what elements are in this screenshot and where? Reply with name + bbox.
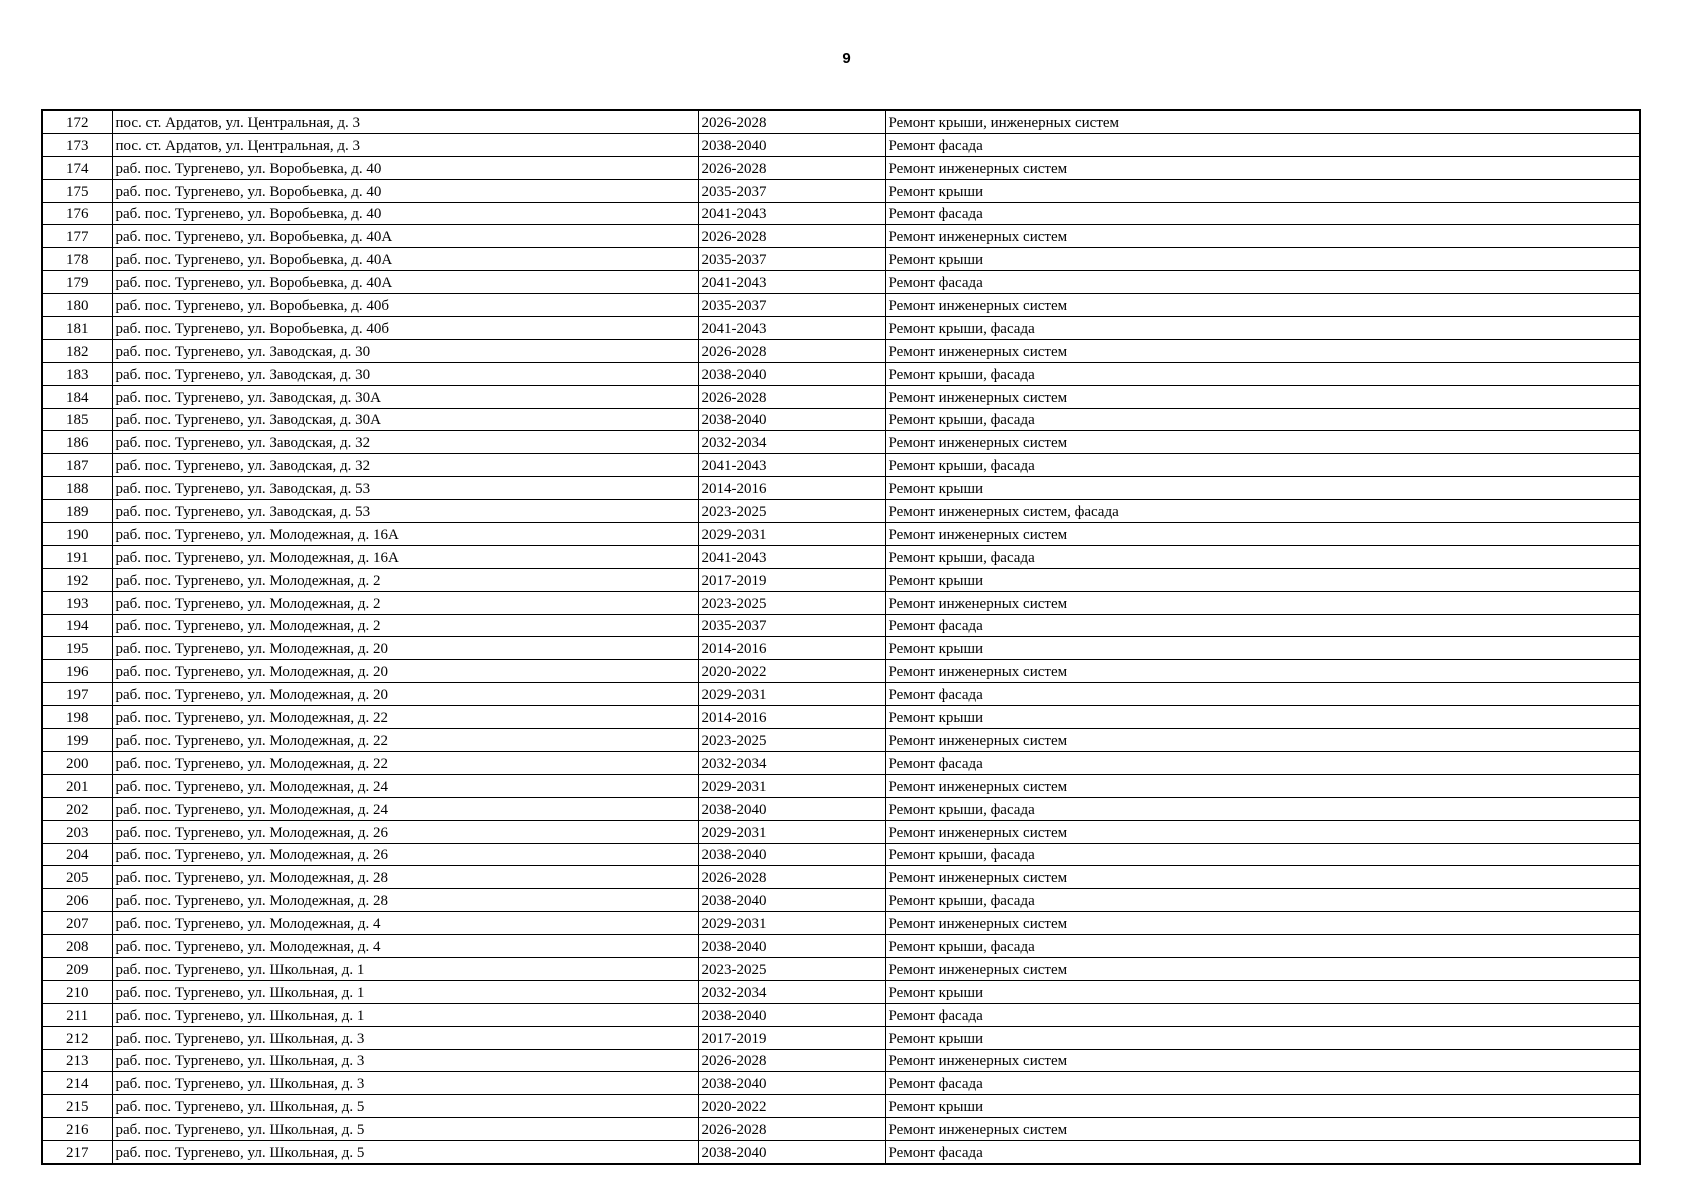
row-number-cell: 192	[42, 568, 112, 591]
period-cell: 2026-2028	[698, 1049, 885, 1072]
work-type-cell: Ремонт фасада	[885, 614, 1640, 637]
table-row	[42, 751, 1640, 774]
work-type-cell: Ремонт инженерных систем	[885, 820, 1640, 843]
address-cell: раб. пос. Тургенево, ул. Воробьевка, д. 40б	[112, 317, 698, 340]
period-cell: 2035-2037	[698, 294, 885, 317]
table-body	[42, 110, 1640, 1164]
address-cell: раб. пос. Тургенево, ул. Школьная, д. 3	[112, 1072, 698, 1095]
period-cell: 2020-2022	[698, 660, 885, 683]
table-row	[42, 110, 1640, 133]
period-cell: 2023-2025	[698, 500, 885, 523]
table-row	[42, 1118, 1640, 1141]
work-type-cell: Ремонт инженерных систем	[885, 912, 1640, 935]
address-cell: раб. пос. Тургенево, ул. Воробьевка, д. 40	[112, 156, 698, 179]
work-type-cell: Ремонт крыши	[885, 1026, 1640, 1049]
row-number-cell: 197	[42, 683, 112, 706]
address-cell: раб. пос. Тургенево, ул. Воробьевка, д. 40	[112, 179, 698, 202]
address-cell: раб. пос. Тургенево, ул. Воробьевка, д. 40А	[112, 271, 698, 294]
work-type-cell: Ремонт инженерных систем	[885, 774, 1640, 797]
row-number-cell: 194	[42, 614, 112, 637]
table-row	[42, 935, 1640, 958]
period-cell: 2041-2043	[698, 317, 885, 340]
period-cell: 2038-2040	[698, 935, 885, 958]
row-number-cell: 204	[42, 843, 112, 866]
work-type-cell: Ремонт фасада	[885, 133, 1640, 156]
table-row	[42, 317, 1640, 340]
address-cell: раб. пос. Тургенево, ул. Заводская, д. 30А	[112, 408, 698, 431]
period-cell: 2014-2016	[698, 477, 885, 500]
work-type-cell: Ремонт крыши, фасада	[885, 545, 1640, 568]
period-cell: 2038-2040	[698, 408, 885, 431]
table-row	[42, 843, 1640, 866]
address-cell: раб. пос. Тургенево, ул. Заводская, д. 32	[112, 431, 698, 454]
row-number-cell: 210	[42, 980, 112, 1003]
row-number-cell: 176	[42, 202, 112, 225]
row-number-cell: 174	[42, 156, 112, 179]
row-number-cell: 217	[42, 1141, 112, 1164]
period-cell: 2017-2019	[698, 568, 885, 591]
work-type-cell: Ремонт крыши, фасада	[885, 317, 1640, 340]
table-row	[42, 1049, 1640, 1072]
period-cell: 2014-2016	[698, 706, 885, 729]
table-row	[42, 1072, 1640, 1095]
row-number-cell: 203	[42, 820, 112, 843]
work-type-cell: Ремонт инженерных систем	[885, 225, 1640, 248]
address-cell: раб. пос. Тургенево, ул. Молодежная, д. 2	[112, 614, 698, 637]
period-cell: 2014-2016	[698, 637, 885, 660]
row-number-cell: 216	[42, 1118, 112, 1141]
period-cell: 2029-2031	[698, 523, 885, 546]
address-cell: раб. пос. Тургенево, ул. Заводская, д. 30	[112, 339, 698, 362]
period-cell: 2032-2034	[698, 980, 885, 1003]
address-cell: раб. пос. Тургенево, ул. Воробьевка, д. 40А	[112, 225, 698, 248]
period-cell: 2023-2025	[698, 591, 885, 614]
address-cell: раб. пос. Тургенево, ул. Воробьевка, д. 40б	[112, 294, 698, 317]
work-type-cell: Ремонт инженерных систем	[885, 523, 1640, 546]
address-cell: раб. пос. Тургенево, ул. Школьная, д. 5	[112, 1095, 698, 1118]
period-cell: 2026-2028	[698, 385, 885, 408]
row-number-cell: 181	[42, 317, 112, 340]
table-row	[42, 1026, 1640, 1049]
row-number-cell: 208	[42, 935, 112, 958]
period-cell: 2026-2028	[698, 866, 885, 889]
table-row	[42, 339, 1640, 362]
table-row	[42, 1095, 1640, 1118]
work-type-cell: Ремонт крыши	[885, 637, 1640, 660]
work-type-cell: Ремонт инженерных систем	[885, 385, 1640, 408]
period-cell: 2041-2043	[698, 454, 885, 477]
row-number-cell: 213	[42, 1049, 112, 1072]
row-number-cell: 183	[42, 362, 112, 385]
work-type-cell: Ремонт крыши	[885, 1095, 1640, 1118]
period-cell: 2038-2040	[698, 1003, 885, 1026]
work-type-cell: Ремонт крыши, фасада	[885, 362, 1640, 385]
address-cell: раб. пос. Тургенево, ул. Молодежная, д. 26	[112, 843, 698, 866]
address-cell: раб. пос. Тургенево, ул. Школьная, д. 1	[112, 980, 698, 1003]
period-cell: 2023-2025	[698, 957, 885, 980]
row-number-cell: 172	[42, 110, 112, 133]
row-number-cell: 209	[42, 957, 112, 980]
table-row	[42, 500, 1640, 523]
address-cell: раб. пос. Тургенево, ул. Заводская, д. 30	[112, 362, 698, 385]
row-number-cell: 206	[42, 889, 112, 912]
table-row	[42, 683, 1640, 706]
address-cell: раб. пос. Тургенево, ул. Молодежная, д. 28	[112, 889, 698, 912]
period-cell: 2041-2043	[698, 271, 885, 294]
row-number-cell: 200	[42, 751, 112, 774]
table-row	[42, 408, 1640, 431]
table-row	[42, 866, 1640, 889]
period-cell: 2035-2037	[698, 248, 885, 271]
row-number-cell: 182	[42, 339, 112, 362]
address-cell: раб. пос. Тургенево, ул. Школьная, д. 5	[112, 1118, 698, 1141]
row-number-cell: 186	[42, 431, 112, 454]
period-cell: 2038-2040	[698, 843, 885, 866]
table-row	[42, 980, 1640, 1003]
repair-schedule-table	[41, 109, 1641, 1165]
table-row	[42, 271, 1640, 294]
address-cell: раб. пос. Тургенево, ул. Заводская, д. 30А	[112, 385, 698, 408]
period-cell: 2029-2031	[698, 774, 885, 797]
row-number-cell: 177	[42, 225, 112, 248]
work-type-cell: Ремонт крыши	[885, 568, 1640, 591]
work-type-cell: Ремонт крыши, фасада	[885, 454, 1640, 477]
address-cell: раб. пос. Тургенево, ул. Заводская, д. 53	[112, 500, 698, 523]
period-cell: 2026-2028	[698, 225, 885, 248]
row-number-cell: 187	[42, 454, 112, 477]
table-row	[42, 797, 1640, 820]
period-cell: 2029-2031	[698, 683, 885, 706]
table-row	[42, 545, 1640, 568]
table-row	[42, 889, 1640, 912]
row-number-cell: 201	[42, 774, 112, 797]
address-cell: раб. пос. Тургенево, ул. Молодежная, д. 2	[112, 568, 698, 591]
work-type-cell: Ремонт инженерных систем	[885, 591, 1640, 614]
row-number-cell: 205	[42, 866, 112, 889]
address-cell: пос. ст. Ардатов, ул. Центральная, д. 3	[112, 110, 698, 133]
address-cell: пос. ст. Ардатов, ул. Центральная, д. 3	[112, 133, 698, 156]
address-cell: раб. пос. Тургенево, ул. Школьная, д. 1	[112, 957, 698, 980]
table-row	[42, 523, 1640, 546]
table-row	[42, 729, 1640, 752]
work-type-cell: Ремонт крыши, инженерных систем	[885, 110, 1640, 133]
address-cell: раб. пос. Тургенево, ул. Молодежная, д. 26	[112, 820, 698, 843]
row-number-cell: 175	[42, 179, 112, 202]
row-number-cell: 178	[42, 248, 112, 271]
row-number-cell: 179	[42, 271, 112, 294]
work-type-cell: Ремонт крыши	[885, 980, 1640, 1003]
work-type-cell: Ремонт инженерных систем	[885, 957, 1640, 980]
row-number-cell: 191	[42, 545, 112, 568]
row-number-cell: 212	[42, 1026, 112, 1049]
address-cell: раб. пос. Тургенево, ул. Воробьевка, д. 40А	[112, 248, 698, 271]
work-type-cell: Ремонт фасада	[885, 751, 1640, 774]
work-type-cell: Ремонт фасада	[885, 1003, 1640, 1026]
page-number: 9	[842, 50, 851, 67]
table-row	[42, 179, 1640, 202]
work-type-cell: Ремонт инженерных систем	[885, 729, 1640, 752]
address-cell: раб. пос. Тургенево, ул. Заводская, д. 32	[112, 454, 698, 477]
period-cell: 2029-2031	[698, 820, 885, 843]
work-type-cell: Ремонт инженерных систем	[885, 660, 1640, 683]
table-row	[42, 156, 1640, 179]
address-cell: раб. пос. Тургенево, ул. Школьная, д. 1	[112, 1003, 698, 1026]
table-row	[42, 294, 1640, 317]
address-cell: раб. пос. Тургенево, ул. Молодежная, д. 20	[112, 660, 698, 683]
period-cell: 2038-2040	[698, 1141, 885, 1164]
row-number-cell: 195	[42, 637, 112, 660]
work-type-cell: Ремонт фасада	[885, 1072, 1640, 1095]
row-number-cell: 202	[42, 797, 112, 820]
address-cell: раб. пос. Тургенево, ул. Молодежная, д. 16А	[112, 545, 698, 568]
work-type-cell: Ремонт инженерных систем	[885, 1049, 1640, 1072]
address-cell: раб. пос. Тургенево, ул. Заводская, д. 53	[112, 477, 698, 500]
table-row	[42, 431, 1640, 454]
table-row	[42, 614, 1640, 637]
address-cell: раб. пос. Тургенево, ул. Молодежная, д. 4	[112, 912, 698, 935]
address-cell: раб. пос. Тургенево, ул. Молодежная, д. 20	[112, 637, 698, 660]
row-number-cell: 173	[42, 133, 112, 156]
table-row	[42, 248, 1640, 271]
table-row	[42, 912, 1640, 935]
period-cell: 2032-2034	[698, 431, 885, 454]
address-cell: раб. пос. Тургенево, ул. Молодежная, д. 4	[112, 935, 698, 958]
table-row	[42, 1141, 1640, 1164]
work-type-cell: Ремонт крыши, фасада	[885, 935, 1640, 958]
row-number-cell: 184	[42, 385, 112, 408]
work-type-cell: Ремонт инженерных систем, фасада	[885, 500, 1640, 523]
address-cell: раб. пос. Тургенево, ул. Молодежная, д. 20	[112, 683, 698, 706]
work-type-cell: Ремонт крыши, фасада	[885, 408, 1640, 431]
period-cell: 2041-2043	[698, 202, 885, 225]
row-number-cell: 215	[42, 1095, 112, 1118]
work-type-cell: Ремонт инженерных систем	[885, 866, 1640, 889]
table-row	[42, 133, 1640, 156]
address-cell: раб. пос. Тургенево, ул. Молодежная, д. 22	[112, 706, 698, 729]
period-cell: 2017-2019	[698, 1026, 885, 1049]
work-type-cell: Ремонт инженерных систем	[885, 431, 1640, 454]
work-type-cell: Ремонт крыши, фасада	[885, 797, 1640, 820]
address-cell: раб. пос. Тургенево, ул. Воробьевка, д. 40	[112, 202, 698, 225]
period-cell: 2038-2040	[698, 1072, 885, 1095]
table-row	[42, 477, 1640, 500]
table-row	[42, 774, 1640, 797]
period-cell: 2038-2040	[698, 133, 885, 156]
period-cell: 2038-2040	[698, 797, 885, 820]
table-row	[42, 225, 1640, 248]
period-cell: 2038-2040	[698, 362, 885, 385]
row-number-cell: 188	[42, 477, 112, 500]
row-number-cell: 190	[42, 523, 112, 546]
work-type-cell: Ремонт крыши	[885, 477, 1640, 500]
period-cell: 2026-2028	[698, 156, 885, 179]
table-row	[42, 362, 1640, 385]
address-cell: раб. пос. Тургенево, ул. Школьная, д. 5	[112, 1141, 698, 1164]
table-row	[42, 202, 1640, 225]
table-row	[42, 568, 1640, 591]
table-row	[42, 591, 1640, 614]
work-type-cell: Ремонт инженерных систем	[885, 294, 1640, 317]
work-type-cell: Ремонт инженерных систем	[885, 156, 1640, 179]
address-cell: раб. пос. Тургенево, ул. Молодежная, д. 24	[112, 774, 698, 797]
row-number-cell: 196	[42, 660, 112, 683]
period-cell: 2026-2028	[698, 110, 885, 133]
work-type-cell: Ремонт инженерных систем	[885, 339, 1640, 362]
work-type-cell: Ремонт фасада	[885, 202, 1640, 225]
work-type-cell: Ремонт фасада	[885, 1141, 1640, 1164]
address-cell: раб. пос. Тургенево, ул. Молодежная, д. 24	[112, 797, 698, 820]
address-cell: раб. пос. Тургенево, ул. Молодежная, д. 28	[112, 866, 698, 889]
period-cell: 2041-2043	[698, 545, 885, 568]
work-type-cell: Ремонт крыши	[885, 706, 1640, 729]
address-cell: раб. пос. Тургенево, ул. Молодежная, д. 22	[112, 751, 698, 774]
period-cell: 2032-2034	[698, 751, 885, 774]
table-row	[42, 385, 1640, 408]
table-row	[42, 820, 1640, 843]
period-cell: 2023-2025	[698, 729, 885, 752]
period-cell: 2035-2037	[698, 179, 885, 202]
work-type-cell: Ремонт инженерных систем	[885, 1118, 1640, 1141]
table-row	[42, 454, 1640, 477]
row-number-cell: 207	[42, 912, 112, 935]
row-number-cell: 198	[42, 706, 112, 729]
row-number-cell: 199	[42, 729, 112, 752]
period-cell: 2035-2037	[698, 614, 885, 637]
period-cell: 2026-2028	[698, 1118, 885, 1141]
table-row	[42, 660, 1640, 683]
period-cell: 2020-2022	[698, 1095, 885, 1118]
row-number-cell: 180	[42, 294, 112, 317]
work-type-cell: Ремонт крыши, фасада	[885, 889, 1640, 912]
row-number-cell: 193	[42, 591, 112, 614]
work-type-cell: Ремонт крыши, фасада	[885, 843, 1640, 866]
address-cell: раб. пос. Тургенево, ул. Молодежная, д. 16А	[112, 523, 698, 546]
table-row	[42, 1003, 1640, 1026]
row-number-cell: 211	[42, 1003, 112, 1026]
address-cell: раб. пос. Тургенево, ул. Молодежная, д. 2	[112, 591, 698, 614]
table-row	[42, 637, 1640, 660]
row-number-cell: 214	[42, 1072, 112, 1095]
period-cell: 2038-2040	[698, 889, 885, 912]
work-type-cell: Ремонт фасада	[885, 271, 1640, 294]
row-number-cell: 185	[42, 408, 112, 431]
address-cell: раб. пос. Тургенево, ул. Школьная, д. 3	[112, 1049, 698, 1072]
period-cell: 2029-2031	[698, 912, 885, 935]
period-cell: 2026-2028	[698, 339, 885, 362]
work-type-cell: Ремонт крыши	[885, 179, 1640, 202]
work-type-cell: Ремонт фасада	[885, 683, 1640, 706]
address-cell: раб. пос. Тургенево, ул. Молодежная, д. 22	[112, 729, 698, 752]
address-cell: раб. пос. Тургенево, ул. Школьная, д. 3	[112, 1026, 698, 1049]
row-number-cell: 189	[42, 500, 112, 523]
work-type-cell: Ремонт крыши	[885, 248, 1640, 271]
table-row	[42, 957, 1640, 980]
table-row	[42, 706, 1640, 729]
